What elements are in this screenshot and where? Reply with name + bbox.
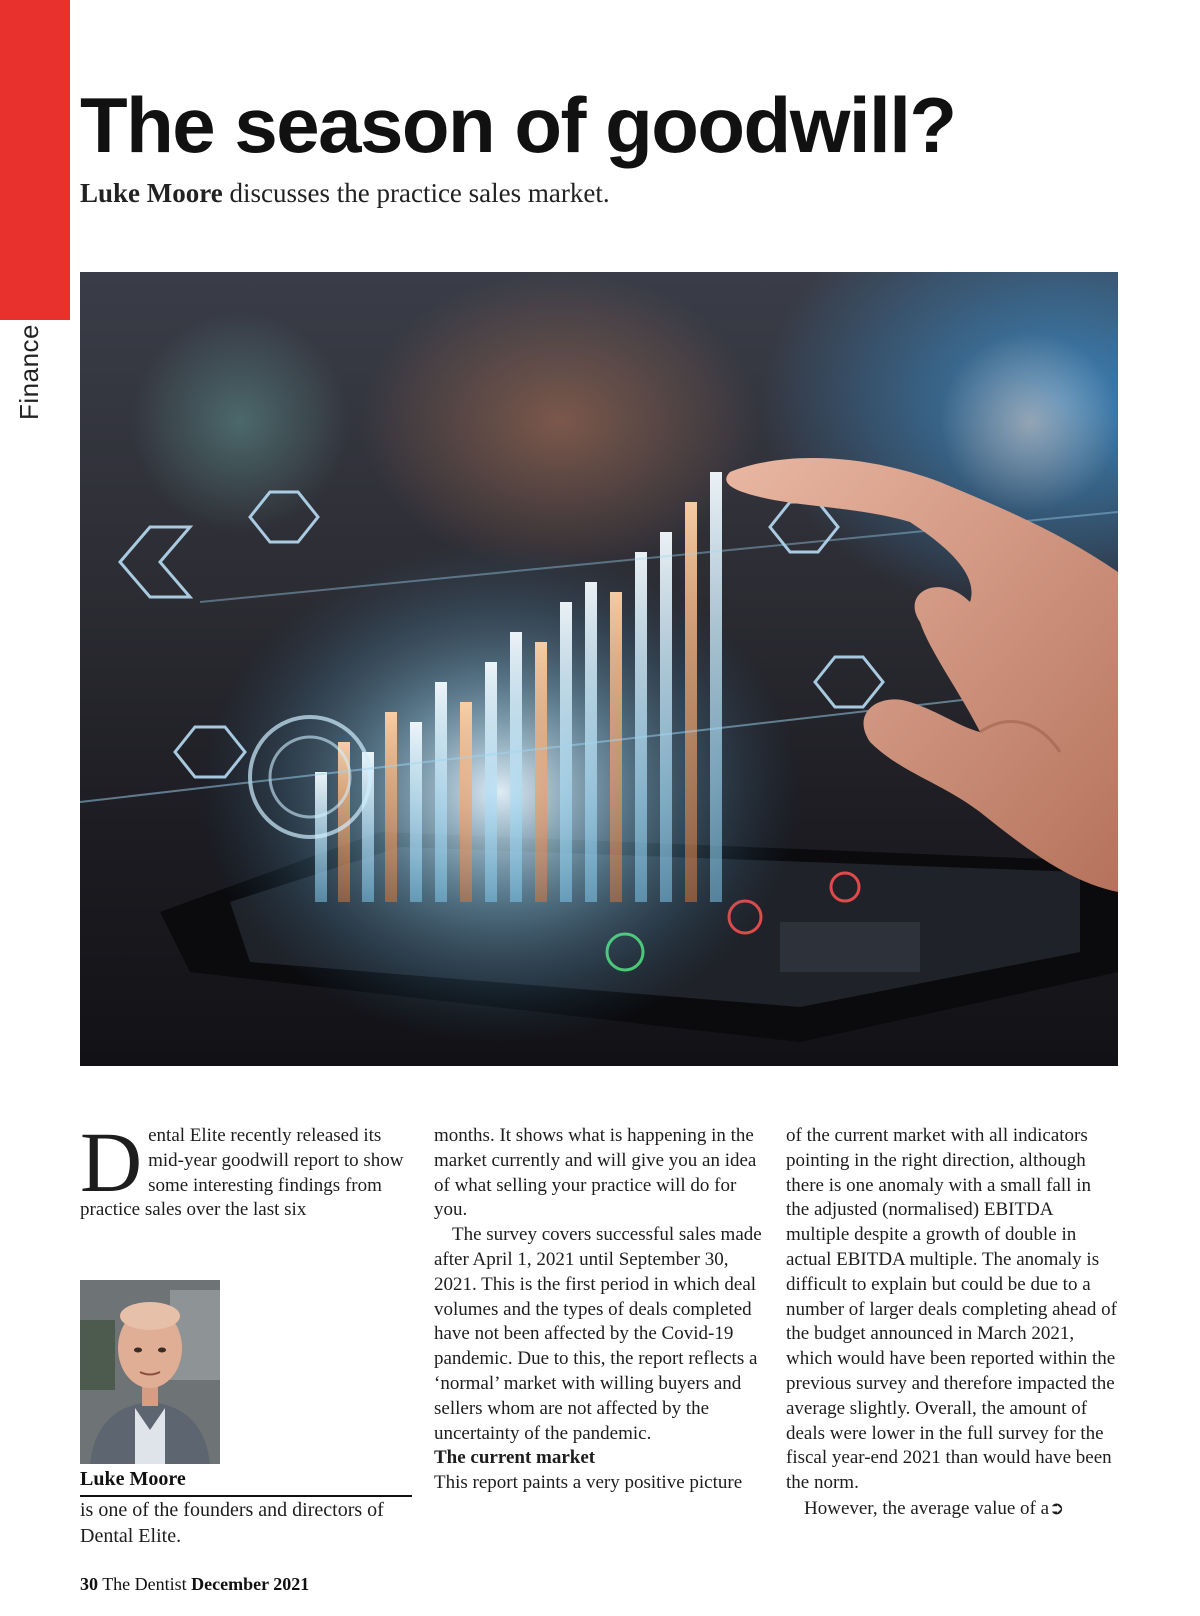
body-paragraph: The survey covers successful sales made after April 1, 2021 until September 30, 2021. This is the first period in which deal volumes and the types of deals completed have not been affected by the Covid-19 pandemic. Due to this, the report reflects a ‘normal’ market with willing buyers and sellers whom are not affected by the uncertainty of the pandemic.: [434, 1224, 762, 1444]
author-photo: [80, 1280, 220, 1464]
page-footer: [80, 1574, 309, 1595]
section-label: Finance: [14, 324, 44, 420]
body-paragraph: of the current market with all indicators pointing in the right direction, although there is one anomaly with a small fall in the adjusted (normalised) EBITDA multiple despite a growth of double in actual EBITDA multiple. The anomaly is difficult to explain but could be due to a number of larger deals completing ahead of the budget announced in March 2021, which would have been reported within the previous survey and therefore impacted the average slightly. Overall, the amount of deals were lower in the full survey for the fiscal year-end 2021 than would have been the norm.: [786, 1125, 1117, 1494]
publication-name: The Dentist: [102, 1574, 187, 1594]
author-portrait-icon: [80, 1280, 220, 1464]
hero-image: [80, 272, 1118, 1066]
body-paragraph: ental Elite recently released its mid-year goodwill report to show some interesting findings from practice sales over the last six: [80, 1125, 404, 1221]
issue-date: December 2021: [191, 1574, 310, 1594]
body-column-3: [786, 1124, 1118, 1522]
standfirst: [80, 178, 610, 209]
author-box-bio: is one of the founders and directors of Dental Elite.: [80, 1499, 384, 1547]
section-color-tab: [0, 0, 70, 320]
subheading: The current market: [434, 1447, 596, 1469]
standfirst-text: discusses the practice sales market.: [229, 178, 610, 208]
author-box-name: Luke Moore: [80, 1468, 412, 1497]
body-paragraph: months. It shows what is happening in the market currently and will give you an idea of what selling your practice will do for you.: [434, 1125, 757, 1221]
continue-arrow-icon: ➲: [1049, 1497, 1065, 1518]
body-column-2: [434, 1124, 764, 1496]
body-paragraph: However, the average value of a: [804, 1497, 1050, 1519]
standfirst-author: Luke Moore: [80, 178, 223, 208]
drop-cap: D: [80, 1114, 143, 1210]
page-number: 30: [80, 1574, 98, 1594]
hologram-chart-illustration: [80, 272, 1118, 1066]
article-title: The season of goodwill?: [80, 81, 956, 169]
body-paragraph: This report paints a very positive picture: [434, 1472, 743, 1494]
body-column-1: [80, 1114, 410, 1223]
